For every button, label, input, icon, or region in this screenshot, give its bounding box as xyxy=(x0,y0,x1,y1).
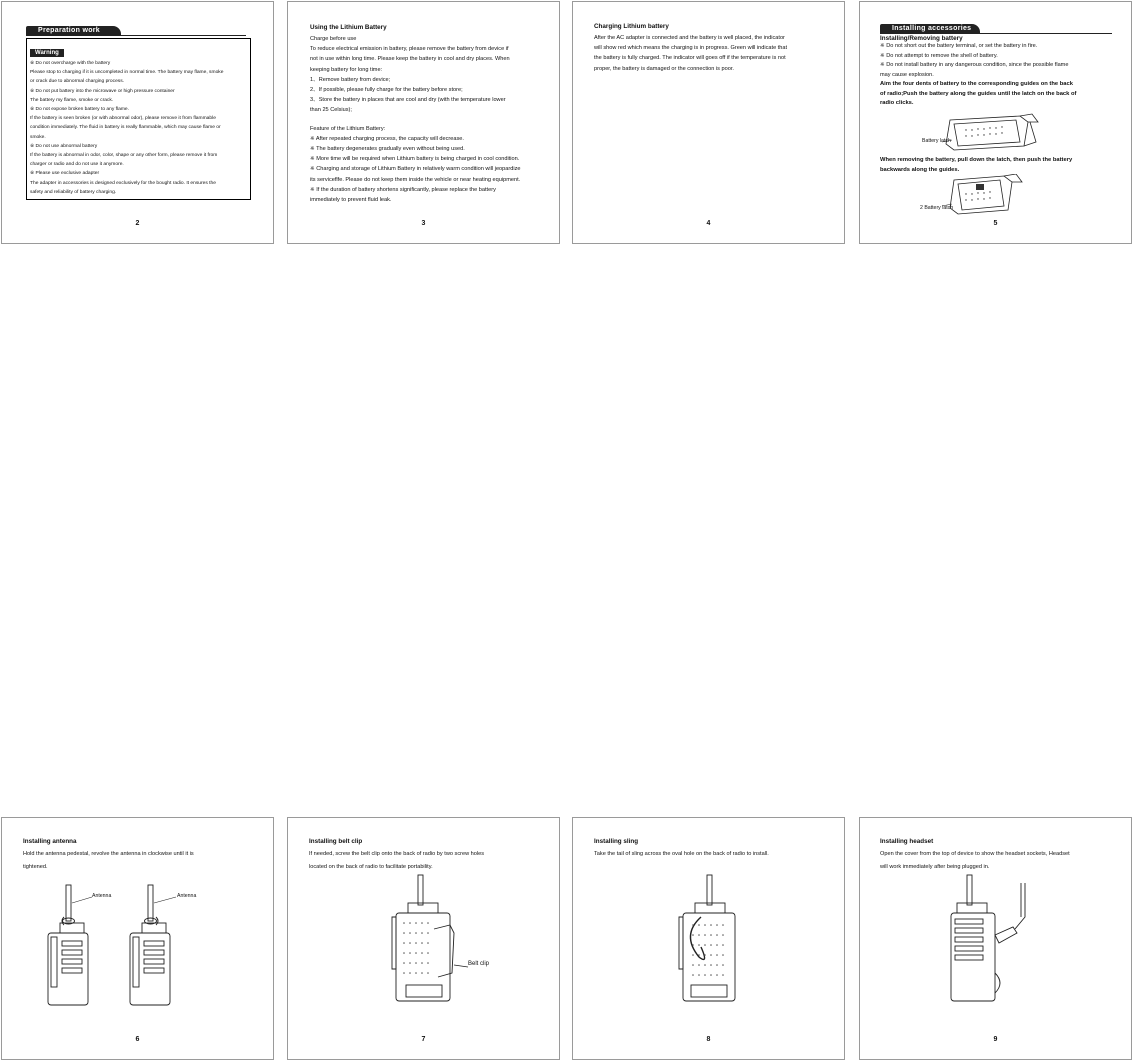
text-line: located on the back of radio to facilitate portability. xyxy=(309,864,433,870)
warning-line: safety and reliability of battery charging. xyxy=(30,189,117,195)
text-line: 1、Remove battery from device; xyxy=(310,76,391,83)
text-line: ※ Do not attempt to remove the shell of battery. xyxy=(880,52,998,59)
page-4 xyxy=(572,1,845,244)
text-line: After the AC adapter is connected and the battery is well placed, the indicator xyxy=(594,35,785,41)
banner-title: Installing accessories xyxy=(892,25,972,32)
belt-clip-illustration xyxy=(388,873,478,1008)
page-number: 6 xyxy=(135,1036,140,1043)
section-title: Installing antenna xyxy=(23,838,77,845)
warning-line: ※ Do not put battery into the microwave or high pressure container xyxy=(30,88,175,94)
sling-illustration xyxy=(673,873,743,1008)
belt-clip-label: Belt clip xyxy=(468,961,490,967)
text-line: ※ The battery degenerates gradually even without being used. xyxy=(310,146,465,153)
warning-line: smoke. xyxy=(30,134,46,140)
subsection-title: Feature of the Lithium Battery: xyxy=(310,125,386,132)
antenna-radio-illustration-left xyxy=(40,883,100,1008)
section-title: Charging Lithium battery xyxy=(594,23,669,30)
warning-line: or crack due to abnormal charging process. xyxy=(30,79,125,85)
section-banner xyxy=(26,26,246,36)
antenna-label: Antenna xyxy=(177,893,197,899)
page-number: 7 xyxy=(421,1036,426,1043)
page-5 xyxy=(859,1,1132,244)
page-9 xyxy=(859,817,1132,1060)
text-line: ※ Do not install battery in any dangerous condition, since the possible flame xyxy=(880,62,1069,68)
page-8 xyxy=(572,817,845,1060)
text-line: tightened. xyxy=(23,864,48,870)
warning-line: condition immediately. The fluid in battery is really flammable, which may cause flame or xyxy=(30,125,221,131)
battery-remove-illustration xyxy=(940,174,1030,218)
text-line: immediately to prevent fluid leak. xyxy=(310,197,392,204)
text-line: ※ More time will be required when Lithium battery is being charged in cool condition. xyxy=(310,156,520,163)
text-line: not in use within long time. Please keep the battery in cool and dry places. When xyxy=(310,56,510,63)
section-title: Using the Lithium Battery xyxy=(310,24,387,31)
page-number: 4 xyxy=(706,220,711,227)
warning-line: If the battery is abnormal in odor, color, shape or any other form, please remove it from xyxy=(30,153,218,159)
page-number: 2 xyxy=(135,220,140,227)
text-line: 3、Store the battery in places that are cool and dry (with the temperature lower xyxy=(310,97,506,104)
warning-line: The battery my flame, smoke or crack. xyxy=(30,97,114,103)
warning-line: charger or radio and do not use it anymore. xyxy=(30,162,124,168)
text-line: will show red which means the charging is in progress. Green will indicate that xyxy=(594,45,788,52)
battery-latch-label: Battery latch xyxy=(922,138,951,144)
section-title: Installing headset xyxy=(880,838,934,845)
text-line: Take the tail of sling across the oval hole on the back of radio to install. xyxy=(594,851,769,857)
text-line: than 25 Celsius); xyxy=(310,107,352,114)
text-line: If needed, screw the belt clip onto the back of radio by two screw holes xyxy=(309,851,485,857)
battery-latch-label: 2 Battery latch xyxy=(920,205,954,211)
instruction-line: When removing the battery, pull down the latch, then push the battery xyxy=(880,157,1073,163)
text-line: To reduce electrical emission in battery, please remove the battery from device if xyxy=(310,46,509,53)
text-line: keeping battery for long time: xyxy=(310,66,383,73)
page-7 xyxy=(287,817,560,1060)
text-line: Hold the antenna pedestal, revolve the antenna in clockwise until it is xyxy=(23,851,194,857)
text-line: its serviceflfe. Please do not keep them inside the vehicle or near heating equipment. xyxy=(310,176,521,183)
section-title: Installing/Removing battery xyxy=(880,35,963,42)
instruction-line: radio clicks. xyxy=(880,100,914,106)
page-2 xyxy=(1,1,274,244)
instruction-line: of radio;Push the battery along the guides until the latch on the back of xyxy=(880,90,1077,97)
text-line: ※ Do not short out the battery terminal, or set the battery in fire. xyxy=(880,43,1038,49)
text-line: proper, the battery is damaged or the connection is poor. xyxy=(594,65,734,72)
warning-label: Warning xyxy=(30,49,64,57)
warning-text xyxy=(30,59,247,197)
section-banner xyxy=(880,24,1112,34)
page-3 xyxy=(287,1,560,244)
text-line: ※ After repeated charging process, the capacity will decrease. xyxy=(310,135,464,142)
headset-illustration xyxy=(945,873,1035,1008)
page-6 xyxy=(1,817,274,1060)
page-number: 8 xyxy=(706,1036,711,1043)
antenna-label: Antenna xyxy=(92,893,112,899)
text-line: may cause explosion. xyxy=(880,71,934,78)
text-line: Charge before use xyxy=(310,36,357,42)
warning-line: If the battery is seen broken (or with abnormal odor), please remove it from flammable xyxy=(30,116,216,122)
section-title: Installing sling xyxy=(594,838,639,845)
battery-install-illustration xyxy=(920,112,1050,154)
antenna-radio-illustration-right xyxy=(122,883,182,1008)
text-line: the battery is fully charged. The indicator will goes off if the temperature is not xyxy=(594,55,786,62)
instruction-line: backwards along the guides. xyxy=(880,166,960,173)
warning-line: ※ Please use exclusive adapter xyxy=(30,171,100,177)
page-number: 9 xyxy=(993,1036,998,1043)
banner-title: Preparation work xyxy=(38,27,100,34)
text-line: will work immediately after being plugged in. xyxy=(880,864,990,870)
page-number: 3 xyxy=(421,220,426,227)
warning-line: The adapter in accessories is designed exclusively for the bought radio. It ensures the xyxy=(30,180,216,186)
text-line: ※ Charging and storage of Lithium Battery in relatively warm condition will jeopardize xyxy=(310,166,521,173)
warning-line: Please stop to charging if it is uncompleted in normal time. The battery may flame, smoke xyxy=(30,70,224,76)
page-number: 5 xyxy=(993,220,998,227)
warning-line: ※ Do not overcharge with the battery xyxy=(30,61,111,66)
warning-line: ※ Do not use abnormal battery xyxy=(30,143,98,149)
warning-box xyxy=(26,38,251,200)
text-line: ※ If the duration of battery shortens significantly, please replace the battery xyxy=(310,186,496,193)
warning-line: ※ Do not expose broken battery to any flame. xyxy=(30,107,129,113)
text-line: 2、If possible, please fully charge for the battery before store; xyxy=(310,87,463,94)
section-title: Installing belt clip xyxy=(309,838,363,845)
instruction-line: Aim the four dents of battery to the corresponding guides on the back xyxy=(880,81,1073,87)
text-line: Open the cover from the top of device to show the headset sockets, Headset xyxy=(880,851,1070,857)
